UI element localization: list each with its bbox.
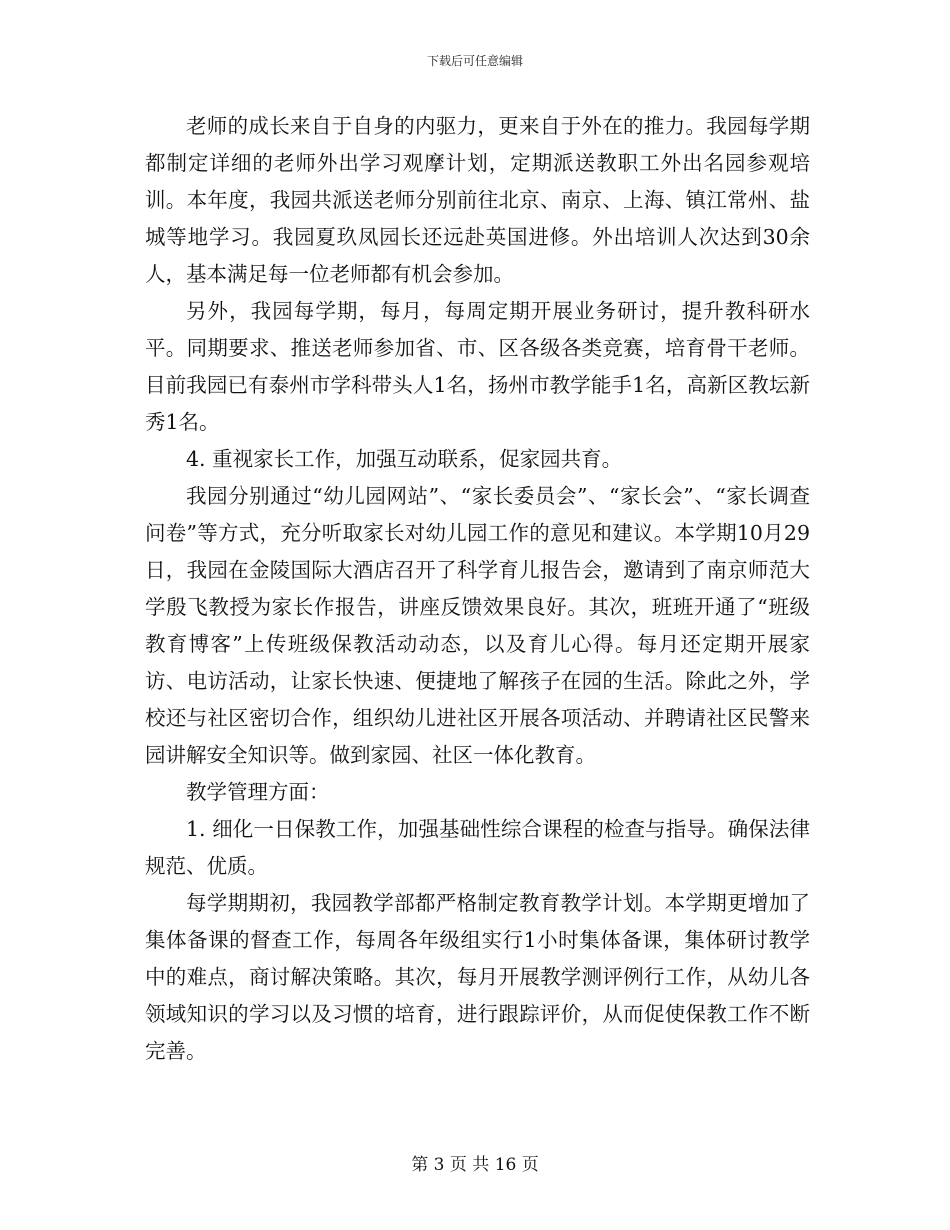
paragraph-parent-communication: 我园分别通过“幼儿园网站”、“家长委员会”、“家长会”、“家长调查问卷”等方式，充分听取家长对幼儿园工作的意见和建议。本学期10月29日，我园在金陵国际大酒店召开了科学育儿报告会，邀请到了南京师范大学殷飞教授为家长作报告，讲座反馈效果良好。其次，班班开通了“班级教育博客”上传班级保教活动动态，以及育儿心得。每月还定期开展家访、电访活动，让家长快速、便捷地了解孩子在园的生活。除此之外，学校还与社区密切合作，组织幼儿进社区开展各项活动、并聘请社区民警来园讲解安全知识等。做到家园、社区一体化教育。 bbox=[145, 484, 810, 767]
paragraph-teaching-plan: 每学期期初，我园教学部都严格制定教育教学计划。本学期更增加了集体备课的督查工作，每周各年级组实行1小时集体备课，集体研讨教学中的难点，商讨解决策略。其次，每月开展教学测评例行工作，从幼儿各领域知识的学习以及习惯的培育，进行跟踪评价，从而促使保教工作不断完善。 bbox=[145, 891, 810, 1063]
document-body bbox=[145, 108, 810, 1070]
paragraph-research-competition: 另外，我园每学期，每月，每周定期开展业务研讨，提升教科研水平。同期要求、推送老师参加省、市、区各级各类竞赛，培育骨干老师。目前我园已有泰州市学科带头人1名，扬州市教学能手1名，高新区教坛新秀1名。 bbox=[145, 299, 810, 434]
paragraph-heading-parent-work: 4. 重视家长工作，加强互动联系，促家园共育。 bbox=[186, 447, 623, 471]
page-header: 下载后可任意编辑 bbox=[426, 54, 523, 68]
paragraph-teacher-growth: 老师的成长来自于自身的内驱力，更来自于外在的推力。我园每学期都制定详细的老师外出学习观摩计划，定期派送教职工外出名园参观培训。本年度，我园共派送老师分别前往北京、南京、上海、镇江常州、盐城等地学习。我园夏玖凤园长还远赴英国进修。外出培训人次达到30余人，基本满足每一位老师都有机会参加。 bbox=[145, 114, 810, 286]
page-number-footer: 第 3 页 共 16 页 bbox=[411, 1155, 539, 1175]
paragraph-heading-teaching-management: 教学管理方面： bbox=[186, 780, 330, 804]
paragraph-heading-daily-care: 1. 细化一日保教工作，加强基础性综合课程的检查与指导。确保法律规范、优质。 bbox=[145, 817, 810, 878]
